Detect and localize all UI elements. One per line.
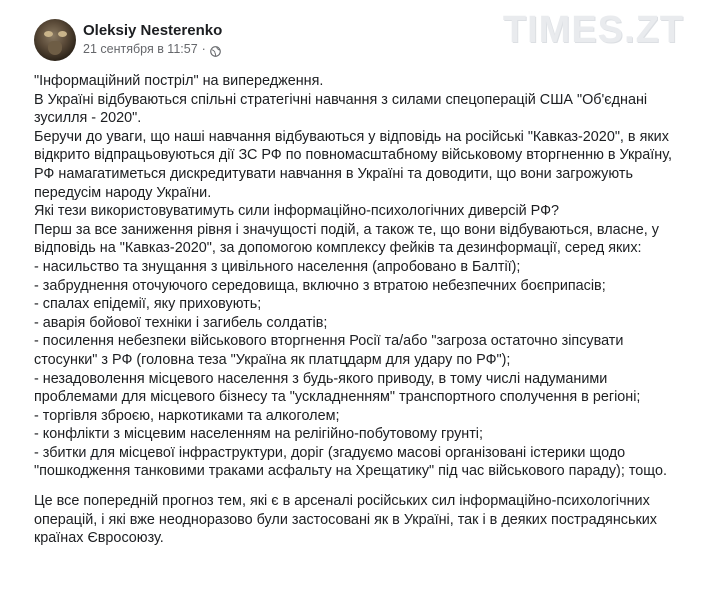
globe-icon[interactable] xyxy=(210,44,221,55)
post-time-row xyxy=(83,40,222,58)
post-paragraph: "Інформаційний постріл" на випередження. В Україні відбуваються спільні стратегічні навчання з силами спецоперацій США "Об'єднані зусилля - 2020". Беручи до уваги, що наші навчання відбуваються у відповідь на російські "Кавказ-2020", в яких відкрито відпрацьовуються дії ЗС РФ по повномасштабному військовому вторгненню в Україну, РФ намагатиметься дискредитувати навчання в Україні та доводити, що вони загрожують передусім народу України. Які тези використовуватимуть сили інформаційно-психологічних диверсій РФ? Перш за все заниження рівня і значущості подій, а також те, що вони відбуваються, власне, у відповідь на "Кавказ-2020", за допомогою комплексу фейків та дезинформації, серед яких: - насильство та знущання з цивільного населення (апробовано в Балтії); - забруднення оточуючого середовища, включно з втратою небезпечних боєприпасів; - спалах епідемії, яку приховують; - аварія бойової техніки і загибель солдатів; - посилення небезпеки військового вторгнення Росії та/або "загроза остаточно зіпсувати стосунки" з РФ (головна теза "Україна як платцдарм для удару по РФ"); - незадоволення місцевого населення з будь-якого приводу, в тому числі надуманими проблемами для місцевого бізнесу та "ускладненням" транспортного сполучення в регіоні; - торгівля зброєю, наркотиками та алкоголем; - конфлікти з місцевим населенням на релігійно-побутовому грунті; - збитки для місцевої інфраструктури, доріг (згадуємо масові організовані істерики щодо "пошкодження танковими траками асфальту на Хрещатику" під час військового параду); тощо. xyxy=(34,73,673,480)
meta-separator: · xyxy=(201,42,206,56)
post-meta xyxy=(83,22,222,58)
post-timestamp[interactable]: 21 сентября в 11:57 xyxy=(83,42,198,56)
site-watermark: TIMES.ZT xyxy=(502,9,684,51)
avatar[interactable] xyxy=(34,19,76,61)
author-name[interactable]: Oleksiy Nesterenko xyxy=(83,22,223,39)
post-paragraph: Це все попередній прогноз тем, які є в арсеналі російських сил інформаційно-психологічних операцій, і які вже неодноразово були застосовані як в Україні, так і в деяких пострадянських країнах Євросоюзу. xyxy=(34,493,657,547)
post-header xyxy=(34,18,222,62)
post-body xyxy=(34,72,684,548)
